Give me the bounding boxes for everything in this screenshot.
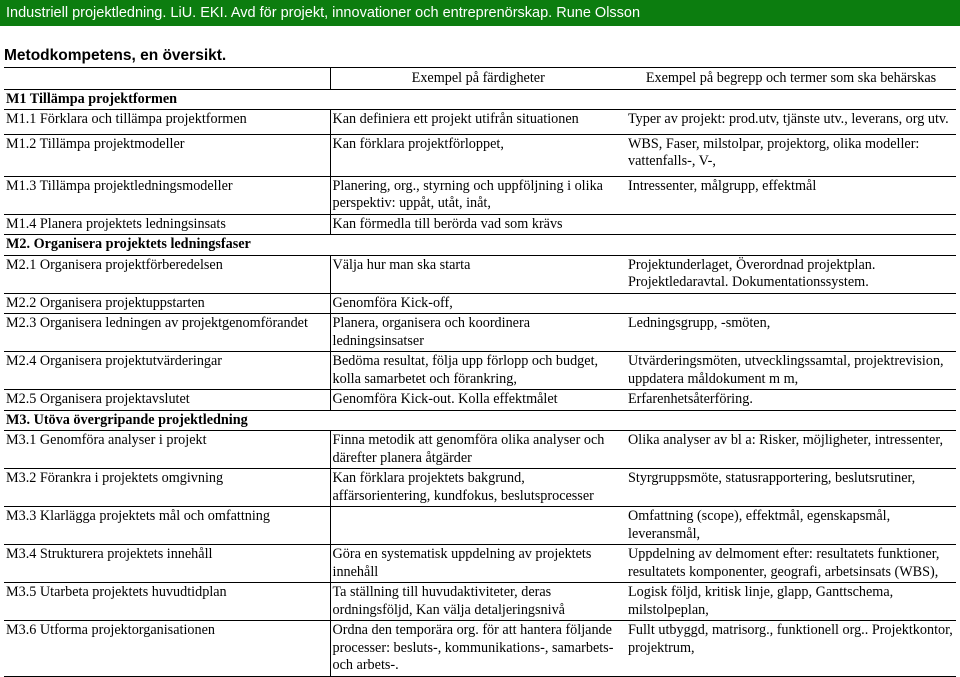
column-header [4,68,330,90]
column-header: Exempel på färdigheter [330,68,626,90]
row-competence: M3.6 Utforma projektorganisationen [4,621,330,677]
row-terms: Utvärderingsmöten, utvecklingssamtal, projektrevision, uppdatera måldokument m m, [626,352,956,390]
row-competence: M3.4 Strukturera projektets innehåll [4,545,330,583]
row-skill: Genomföra Kick-off, [330,293,626,314]
row-terms: Fullt utbyggd, matrisorg., funktionell org.. Projektkontor, projektrum, [626,621,956,677]
table-row [4,390,956,411]
row-terms [626,214,956,235]
row-skill: Kan förmedla till berörda vad som krävs [330,214,626,235]
row-skill: Ta ställning till huvudaktiviteter, deras ordningsföljd, Kan välja detaljeringsnivå [330,583,626,621]
table-row [4,507,956,545]
row-terms [626,293,956,314]
row-competence: M1.3 Tillämpa projektledningsmodeller [4,176,330,214]
row-terms: Projektunderlaget, Överordnad projektplan. Projektledaravtal. Dokumentationssystem. [626,255,956,293]
row-skill: Kan förklara projektförloppet, [330,134,626,176]
table-row [4,255,956,293]
section-label: M3. Utöva övergripande projektledning [4,410,956,431]
table-row [4,583,956,621]
row-terms: Uppdelning av delmoment efter: resultatets funktioner, resultatets komponenter, geografi, arbetsinsats (WBS), [626,545,956,583]
table-row [4,214,956,235]
competence-table [4,67,956,677]
row-competence: M2.4 Organisera projektutvärderingar [4,352,330,390]
row-skill: Välja hur man ska starta [330,255,626,293]
row-competence: M3.2 Förankra i projektets omgivning [4,469,330,507]
row-terms: Intressenter, målgrupp, effektmål [626,176,956,214]
table-row [4,352,956,390]
row-competence: M2.5 Organisera projektavslutet [4,390,330,411]
table-row [4,431,956,469]
row-competence: M1.2 Tillämpa projektmodeller [4,134,330,176]
section-row [4,235,956,256]
table-header-row [4,68,956,90]
section-label: M1 Tillämpa projektformen [4,89,956,110]
row-competence: M3.1 Genomföra analyser i projekt [4,431,330,469]
row-terms: Omfattning (scope), effektmål, egenskapsmål, leveransmål, [626,507,956,545]
table-row [4,134,956,176]
section-row [4,89,956,110]
row-competence: M3.3 Klarlägga projektets mål och omfattning [4,507,330,545]
row-competence: M2.1 Organisera projektförberedelsen [4,255,330,293]
table-row [4,176,956,214]
table-row [4,469,956,507]
column-header: Exempel på begrepp och termer som ska behärskas [626,68,956,90]
row-skill: Bedöma resultat, följa upp förlopp och budget, kolla samarbetet och förankring, [330,352,626,390]
row-skill: Planering, org., styrning och uppföljning i olika perspektiv: uppåt, utåt, inåt, [330,176,626,214]
row-terms: Typer av projekt: prod.utv, tjänste utv., leverans, org utv. [626,110,956,135]
row-skill: Ordna den temporära org. för att hantera följande processer: besluts-, kommunikations-, samarbets-och arbets-. [330,621,626,677]
table-row [4,621,956,677]
table-row [4,314,956,352]
row-competence: M2.3 Organisera ledningen av projektgenomförandet [4,314,330,352]
row-skill: Planera, organisera och koordinera ledningsinsatser [330,314,626,352]
row-skill: Kan förklara projektets bakgrund, affärsorientering, kundfokus, beslutsprocesser [330,469,626,507]
row-terms: Logisk följd, kritisk linje, glapp, Ganttschema, milstolpeplan, [626,583,956,621]
row-terms: Styrgruppsmöte, statusrapportering, beslutsrutiner, [626,469,956,507]
row-competence: M2.2 Organisera projektuppstarten [4,293,330,314]
row-competence: M1.4 Planera projektets ledningsinsats [4,214,330,235]
row-skill: Genomföra Kick-out. Kolla effektmålet [330,390,626,411]
row-terms: WBS, Faser, milstolpar, projektorg, olika modeller: vattenfalls-, V-, [626,134,956,176]
row-skill: Göra en systematisk uppdelning av projektets innehåll [330,545,626,583]
row-skill [330,507,626,545]
header-banner: Industriell projektledning. LiU. EKI. Avd för projekt, innovationer och entreprenörskap. Rune Olsson [0,0,960,26]
row-terms: Erfarenhetsåterföring. [626,390,956,411]
row-terms: Ledningsgrupp, -smöten, [626,314,956,352]
section-row [4,410,956,431]
row-skill: Finna metodik att genomföra olika analyser och därefter planera åtgärder [330,431,626,469]
section-label: M2. Organisera projektets ledningsfaser [4,235,956,256]
row-terms: Olika analyser av bl a: Risker, möjligheter, intressenter, [626,431,956,469]
row-competence: M1.1 Förklara och tillämpa projektformen [4,110,330,135]
table-row [4,110,956,135]
row-skill: Kan definiera ett projekt utifrån situationen [330,110,626,135]
table-row [4,545,956,583]
row-competence: M3.5 Utarbeta projektets huvudtidplan [4,583,330,621]
document-title: Metodkompetens, en översikt. [4,47,227,64]
table-row [4,293,956,314]
